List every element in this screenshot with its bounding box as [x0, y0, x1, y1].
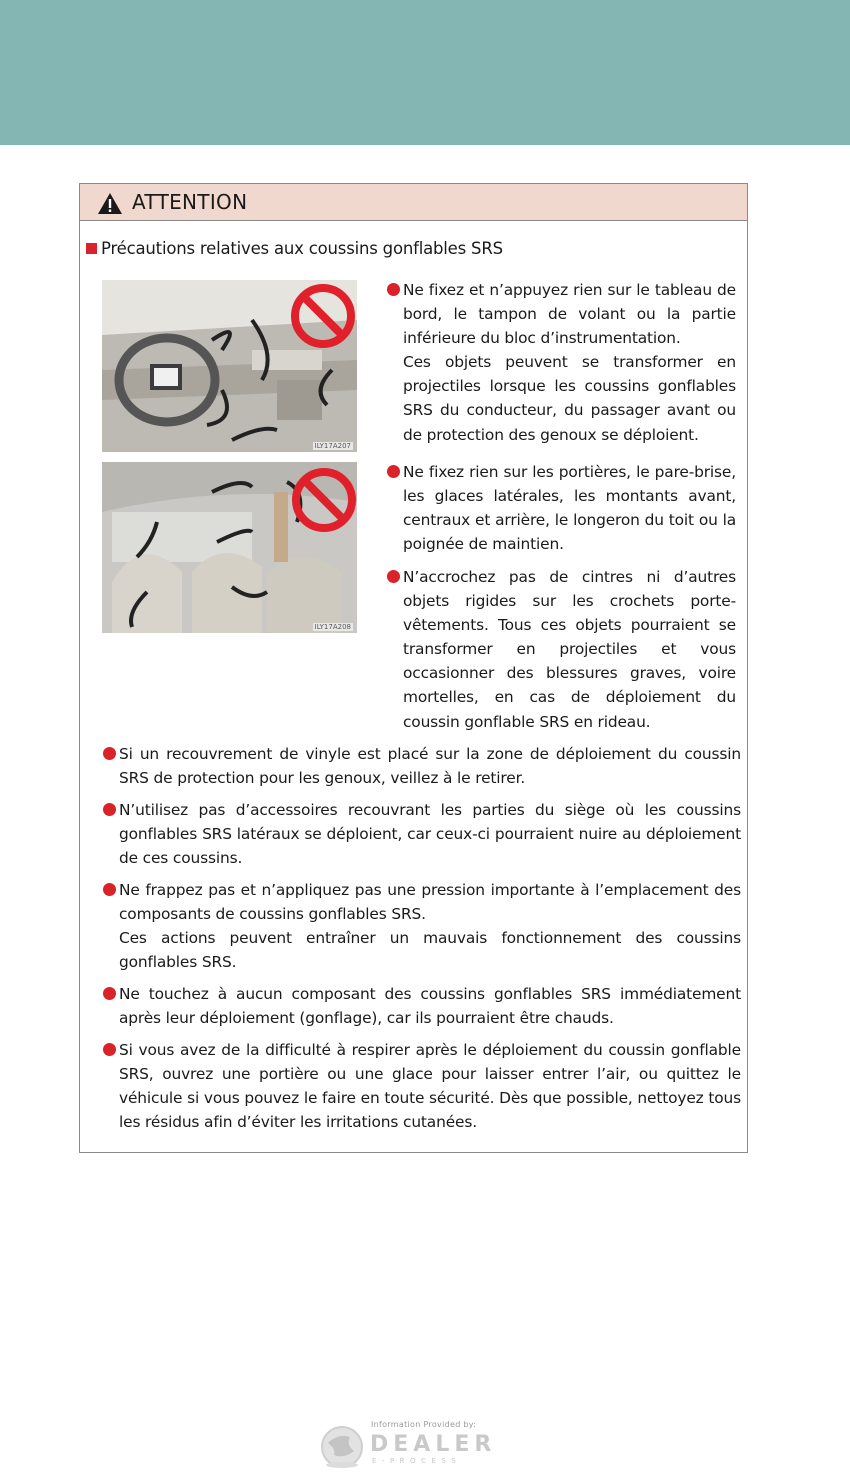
list-item	[119, 878, 741, 974]
list-item	[119, 982, 741, 1030]
bullet-icon	[103, 987, 116, 1000]
globe-logo-icon	[320, 1425, 364, 1469]
list-item	[119, 1038, 741, 1134]
item-text: Ne frappez pas et n’appliquez pas une pression importante à l’emplacement des composants de coussins gonflables SRS.	[119, 881, 741, 924]
item-note: Ces objets peuvent se transformer en projectiles lorsque les coussins gonflables SRS du conducteur, du passager avant ou de protection des genoux se déploient.	[403, 353, 736, 444]
item-note: Ces actions peuvent entraîner un mauvais fonctionnement des coussins gonflables SRS.	[119, 929, 741, 972]
top-header-band	[0, 0, 850, 145]
list-item	[119, 798, 741, 870]
item-text: N’accrochez pas de cintres ni d’autres objets rigides sur les crochets porte-vêtements. Tous ces objets pourraient se transformer en projectiles et vous occasionner des blessures graves, voire mortelles, en cas de déploiement du coussin gonflable SRS en rideau.	[403, 568, 736, 731]
item-text: N’utilisez pas d’accessoires recouvrant les parties du siège où les coussins gonflables SRS latéraux se déploient, car ceux-ci pourraient nuire au déploiement de ces coussins.	[119, 801, 741, 868]
section-heading	[86, 237, 503, 259]
list-item	[403, 565, 736, 734]
item-text: Si vous avez de la difficulté à respirer après le déploiement du coussin gonflable SRS, ouvrez une portière ou une glace pour laisser entrer l’air, ou quittez le véhicule si vous pouvez le faire en toute sécurité. Dès que possible, nettoyez tous les résidus afin d’éviter les irritations cutanées.	[119, 1041, 741, 1132]
bullet-icon	[103, 1043, 116, 1056]
bullet-icon	[103, 883, 116, 896]
item-text: Ne fixez rien sur les portières, le pare-brise, les glaces latérales, les montants avant, centraux et arrière, le longeron du toit ou la poignée de maintien.	[403, 463, 736, 554]
item-text: Si un recouvrement de vinyle est placé sur la zone de déploiement du coussin SRS de protection pour les genoux, veillez à le retirer.	[119, 745, 741, 788]
warning-triangle-icon	[97, 192, 123, 215]
dashboard-illustration	[102, 280, 357, 452]
item-text: Ne touchez à aucun composant des coussins gonflables SRS immédiatement après leur déploiement (gonflage), car ils pourraient être chauds.	[119, 985, 741, 1028]
bullet-icon	[387, 465, 400, 478]
interior-illustration	[102, 462, 357, 633]
bullet-icon	[103, 747, 116, 760]
dealer-watermark	[320, 1418, 520, 1478]
list-item	[403, 278, 736, 447]
image-code: ILY17A207	[314, 442, 351, 450]
bullet-icon	[103, 803, 116, 816]
provided-by-text: Information Provided by:	[371, 1420, 477, 1429]
item-text: Ne fixez et n’appuyez rien sur le tableau de bord, le tampon de volant ou la partie inférieure du bloc d’instrumentation.	[403, 281, 736, 348]
brand-subtitle: E-PROCESS	[372, 1457, 462, 1465]
section-title: Précautions relatives aux coussins gonflables SRS	[101, 238, 503, 258]
caution-box	[79, 183, 748, 1153]
bullet-icon	[387, 283, 400, 296]
caution-header	[80, 184, 747, 221]
square-bullet-icon	[86, 243, 97, 254]
image-code: ILY17A208	[314, 623, 351, 631]
list-item	[119, 742, 741, 790]
caution-title: ATTENTION	[132, 190, 248, 214]
bullet-icon	[387, 570, 400, 583]
list-item	[403, 460, 736, 556]
brand-name: DEALER	[370, 1432, 497, 1457]
